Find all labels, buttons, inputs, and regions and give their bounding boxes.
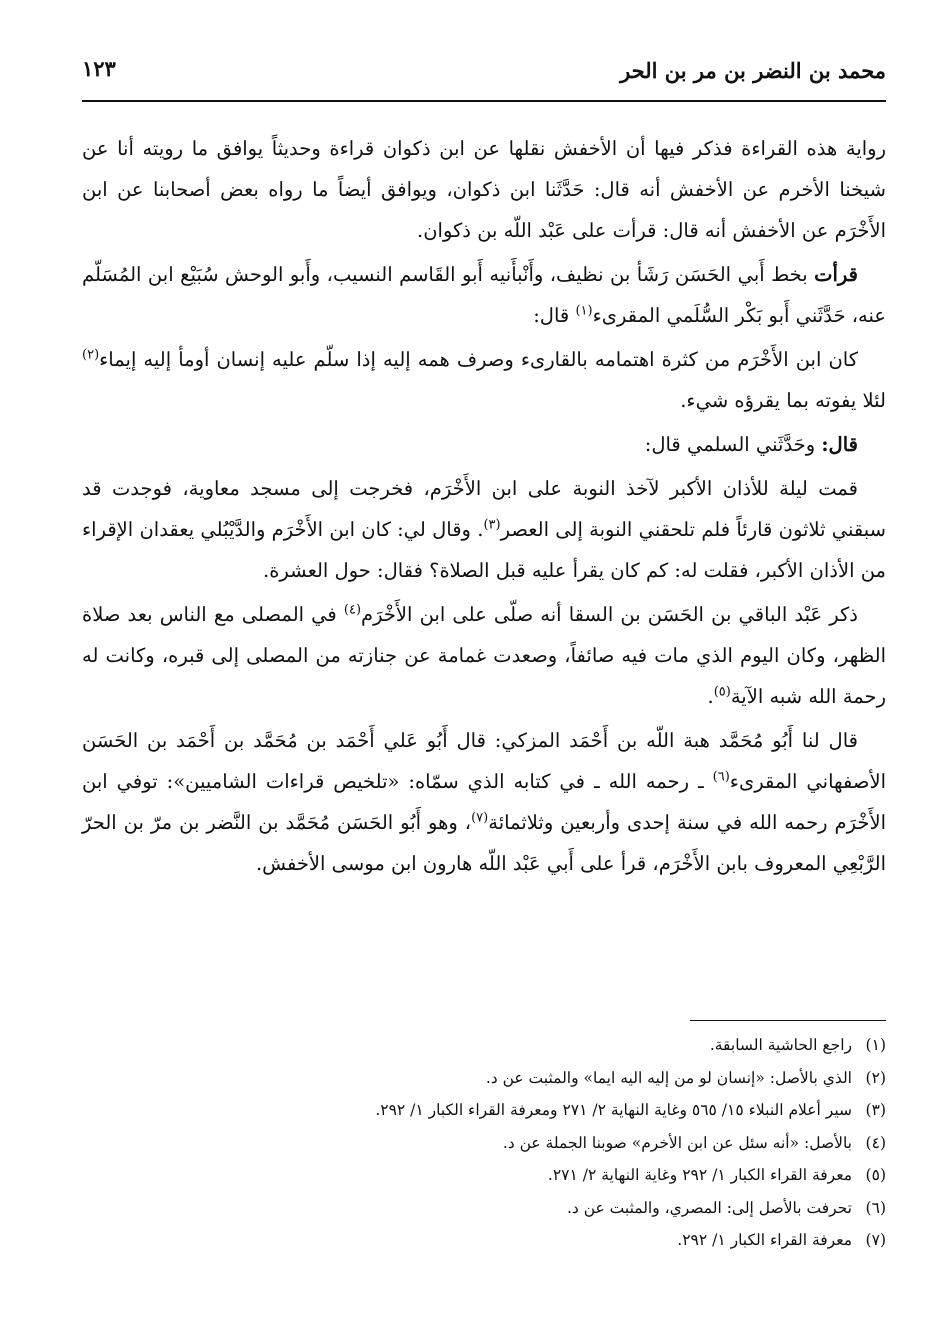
footnote-item (82, 1062, 886, 1095)
footnote-text: معرفة القراء الكبار ١/ ٢٩٢ وغاية النهاية ٢/ ٢٧١. (547, 1166, 852, 1184)
footnote-item (82, 1224, 886, 1257)
footnote-item (82, 1192, 886, 1225)
footnote-number: (٢) (865, 1068, 886, 1087)
footnote-item (82, 1029, 886, 1062)
footnote-text: تحرفت بالأصل إلى: المصري، والمثبت عن د. (566, 1198, 852, 1217)
footnote-item (82, 1127, 886, 1160)
paragraph-6: ذكر عَبْد الباقي بن الحَسَن بن السقا أنه صلّى على ابن الأَخْرَم$^{(٤)}$ في المصلى مع الناس بعد صلاة الظهر، وكان اليوم الذي مات فيه صائفاً، وصعدت غمامة عن جنازته من المصلى إلى قبره، وكانت له رحمة الله شبه الآية$^{(٥)}$. (82, 602, 886, 708)
footnote-number: (٧) (865, 1231, 886, 1249)
footnote-text: معرفة القراء الكبار ١/ ٢٩٢. (677, 1231, 852, 1249)
footnote-number: (٦) (865, 1198, 886, 1217)
paragraph-7: قال لنا أَبُو مُحَمَّد هبة اللّه بن أَحْمَد المزكي: قال أَبُو عَلي أَحْمَد بن مُحَمَّد بن أَحْمَد بن الحَسَن الأصفهاني المقرىء$^{(٦)}$ ـ رحمه الله ـ في كتابه الذي سمّاه: «تلخيص قراءات الشاميين»: توفي ابن الأَخْرَم رحمه الله في سنة إحدى وأربعين وثلاثمائة$^{(٧)}$، وهو أَبُو الحَسَن مُحَمَّد بن النَّضر بن مرّ بن الحرّ الرَّبْعِي المعروف بابن الأَخْرَم، قرأ على أَبي عَبْد اللّه هارون ابن موسى الأخفش. (82, 729, 886, 875)
footnote-text: سير أعلام النبلاء ١٥/ ٥٦٥ وغاية النهاية ٢/ ٢٧١ ومعرفة القراء الكبار ١/ ٢٩٢. (375, 1101, 852, 1119)
footnote-ref-1[interactable]: (١) (575, 303, 593, 319)
paragraph-4: قال: وحَدَّثَني السلمي قال: (644, 433, 858, 456)
footnote-text: الذي بالأصل: «إنسان لو من إليه اليه ايما» والمثبت عن د. (485, 1068, 852, 1087)
footnote-text: بالأصل: «أنه سئل عن ابن الأخرم» صوبنا الجملة عن د. (502, 1133, 852, 1152)
paragraph-2: قرأت بخط أَبي الحَسَن رَشَأ بن نظيف، وأَنْبأَنيه أَبو القَاسم النسيب، وأَبو الوحش سُبَيْع ابن المُسَلّم عنه، حَدَّثَني أَبو بَكْر السُّلَمي المقرىء$^{(١)}$ قال: (82, 263, 886, 327)
footnote-text: راجع الحاشية السابقة. (709, 1036, 852, 1054)
footnote-number: (١) (865, 1036, 886, 1054)
footnote-ref-2[interactable]: (٢) (82, 347, 100, 363)
main-text (82, 128, 886, 887)
page-number: ١٢٣ (82, 56, 116, 81)
paragraph-lead: قرأت (814, 263, 858, 286)
footnote-item (82, 1159, 886, 1192)
footnote-number: (٥) (865, 1166, 886, 1184)
footnotes-list (82, 1029, 886, 1257)
paragraph-lead: قال: (821, 433, 858, 456)
footnote-ref-4[interactable]: (٤) (343, 602, 362, 618)
footnote-ref-7[interactable]: (٧) (471, 810, 489, 826)
footnote-ref-3[interactable]: (٣) (483, 517, 501, 533)
footnote-separator (690, 1020, 886, 1021)
footnote-ref-6[interactable]: (٦) (712, 769, 730, 785)
paragraph-5: قمت ليلة للأذان الأكبر لآخذ النوبة على ابن الأَخْرَم، فخرجت إلى مسجد معاوية، فوجدت قد سبقني ثلاثون قارئاً فلم تلحقني النوبة إلى العصر$^{(٣)}$. وقال لي: كان ابن الأَخْرَم والدَّيْبُلي يعقدان الإقراء من الأذان الأكبر، فقلت له: كم كان يقرأ عليه قبل الصلاة؟ فقال: حول العشرة. (82, 477, 886, 582)
footnote-number: (٤) (865, 1133, 886, 1152)
page-header (82, 56, 886, 96)
footnote-ref-5[interactable]: (٥) (713, 684, 731, 700)
paragraph-3: كان ابن الأَخْرَم من كثرة اهتمامه بالقارىء وصرف همه إليه إذا سلّم عليه إنسان أومأ إليه إيماء$^{(٢)}$ لئلا يفوته بما يقرؤه شيء. (82, 347, 886, 412)
footnote-number: (٣) (865, 1101, 886, 1119)
paragraph-1: رواية هذه القراءة فذكر فيها أن الأخفش نقلها عن ابن ذكوان قراءة وحديثاً يوافق ما رويته أنا عن شيخنا الأخرم عن الأخفش أنه قال: حَدَّثَنا ابن ذكوان، ويوافق أيضاً ما رواه بعض أصحابنا عن ابن الأَخْرَم عن الأخفش أنه قال: قرأت على عَبْد اللّه بن ذكوان. (82, 137, 886, 242)
running-title: محمد بن النضر بن مر بن الحر (620, 58, 886, 83)
header-rule (82, 100, 886, 102)
footnote-item (82, 1094, 886, 1127)
